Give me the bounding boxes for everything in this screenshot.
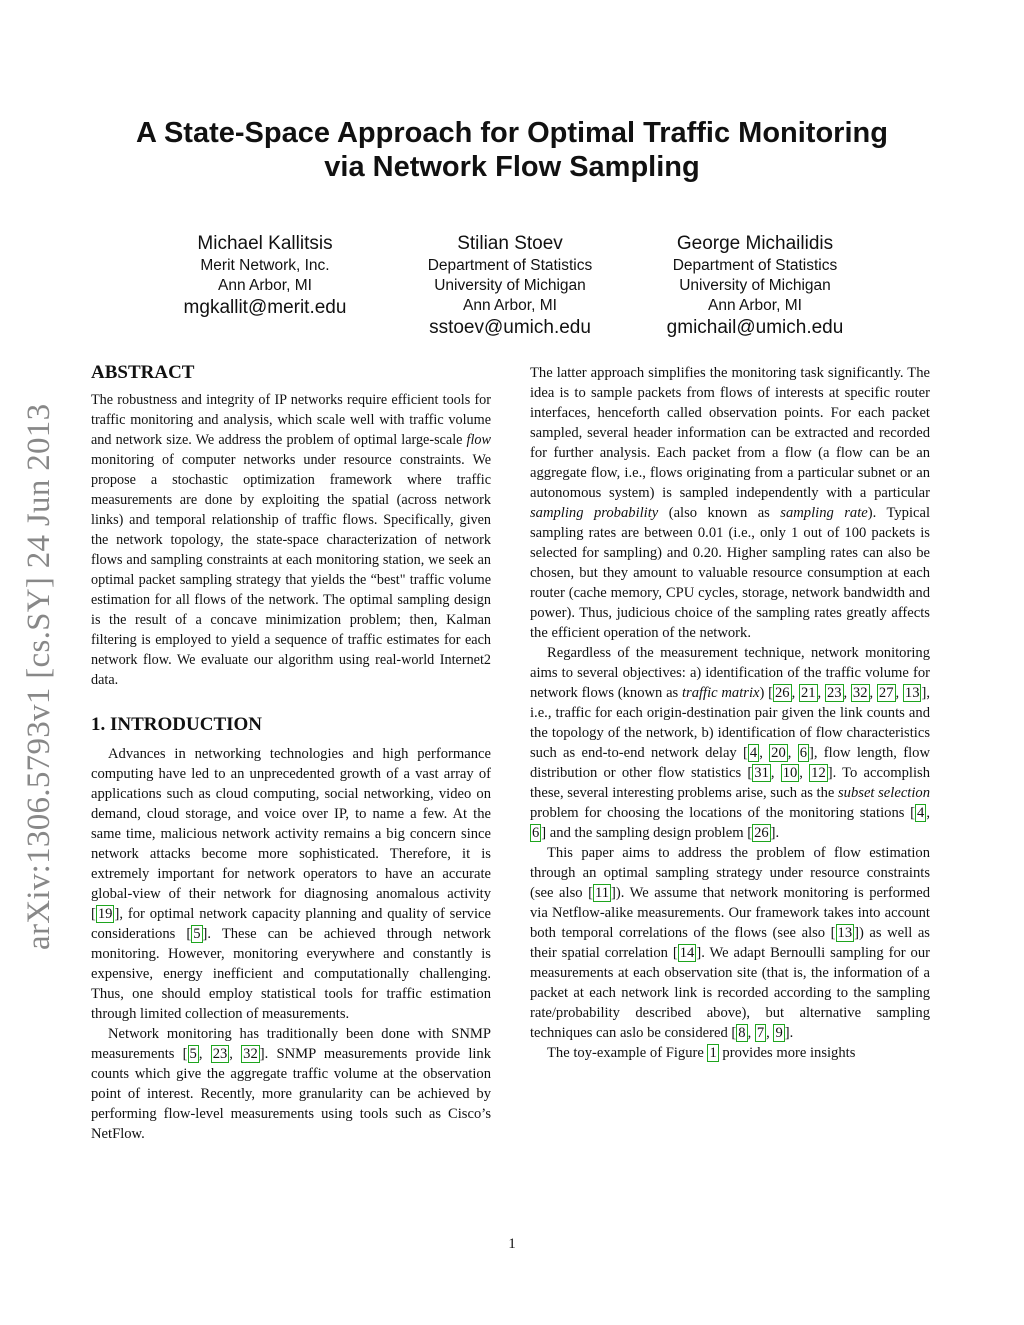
author-email: gmichail@umich.edu xyxy=(666,317,844,338)
author-block-3 xyxy=(625,232,885,340)
citation-link[interactable]: 4 xyxy=(917,805,925,821)
citation-link[interactable]: 19 xyxy=(97,906,113,922)
citation-link[interactable]: 26 xyxy=(754,825,769,841)
author-name: George Michailidis xyxy=(676,233,834,254)
citation-link[interactable]: 21 xyxy=(800,685,816,701)
citation-link[interactable]: 5 xyxy=(193,926,201,942)
citation-link[interactable]: 11 xyxy=(594,885,609,901)
intro-paragraph: Network monitoring has traditionally been done with SNMP measurements [ 5 , 23 , 32 ]. SNMP measurements provide link counts which give the aggregate traffic volume at the observation point of interest. Recently, more granularity can be achieved by performing flow-level measurements using tools such as Cisco’s NetFlow. xyxy=(91,1026,492,1142)
arxiv-stamp: arXiv:1306.5793v1 [cs.SY] 24 Jun 2013 xyxy=(21,403,57,950)
abstract-heading: ABSTRACT xyxy=(91,362,195,383)
body-paragraph: This paper aims to address the problem of flow estimation through an optimal sampling strategy under resource constraints (see also [ 11 ]). We assume that network monitoring is performed via Netflow-alike measurements. Our framework takes into account both temporal correlations of the flows (see also [ 13 ]) as well as their spatial correlation [ 14 ]. We adapt Bernoulli sampling for our measurements at each observation site (that is, the information of a packet at each network link is recorded according to the sampling rate/probability described above), but alternative sampling techniques can aslo be considered [ 8 , 7 , 9 ]. xyxy=(530,845,930,1041)
citation-link[interactable]: 10 xyxy=(782,765,798,781)
title-line-2: via Network Flow Sampling xyxy=(324,151,700,183)
citation-link[interactable]: 5 xyxy=(189,1046,197,1062)
author-affiliation: University of Michigan xyxy=(679,277,831,294)
author-affiliation: Ann Arbor, MI xyxy=(218,277,312,294)
author-email: mgkallit@merit.edu xyxy=(183,297,347,318)
citation-link[interactable]: 13 xyxy=(837,925,853,941)
body-paragraph: The toy-example of Figure 1 provides more insights xyxy=(547,1045,856,1061)
citation-link[interactable]: 31 xyxy=(754,765,769,781)
citation-link[interactable]: 9 xyxy=(775,1025,783,1041)
author-block-2 xyxy=(380,232,640,340)
citation-link[interactable]: 26 xyxy=(774,685,790,701)
citation-link[interactable]: 23 xyxy=(212,1046,228,1062)
intro-paragraph: Advances in networking technologies and high performance computing have led to an unprecedented growth of a vast array of applications such as cloud computing, social networking, video on demand, cloud storage, and voice over IP, to name a few. At the same time, malicious network activity remains a big concern since network attacks become more sophisticated. Therefore, it is extremely important for network operators to have an accurate global-view of their network for diagnosing anomalous activity [ 19 ], for optimal network capacity planning and quality of service considerations [ 5 ]. These can be achieved through network monitoring. However, monitoring everywhere and constantly is expensive, energy inefficient and computationally challenging. Thus, one should employ statistical tools for traffic estimation through limited collection of measurements. xyxy=(91,746,491,1022)
citation-link[interactable]: 6 xyxy=(532,825,540,841)
author-block-1 xyxy=(135,232,395,320)
author-affiliation: Department of Statistics xyxy=(672,257,838,274)
author-affiliation: Merit Network, Inc. xyxy=(200,257,330,274)
citation-link[interactable]: 20 xyxy=(771,745,786,761)
author-name: Stilian Stoev xyxy=(457,233,563,254)
introduction-heading: 1. INTRODUCTION xyxy=(91,714,263,735)
body-paragraph: The latter approach simplifies the monitoring task significantly. The idea is to sample packets from flows of interests at specific router interfaces, henceforth called observation points. For each packet sampled, several header information can be extracted and recorded for further analysis. Each packet from a flow (a flow can be an aggregate flow, i.e., flows originating from a particular subnet or an autonomous system) is sampled independently with a particular sampling probability (also known as sampling rate). Typical sampling rates are between 0.01 (i.e., only 1 out of 100 packets is selected for sampling) and 0.20. Higher sampling rates can also be chosen, but they amount to valuable resource consumption at each router (cache memory, CPU cycles, storage, network bandwidth and power). Thus, judicious choice of the sampling rates greatly affects the efficient operation of the network. xyxy=(530,365,931,641)
citation-link[interactable]: 27 xyxy=(878,685,894,701)
title-line-1: A State-Space Approach for Optimal Traffic Monitoring xyxy=(136,117,888,149)
citation-link[interactable]: 8 xyxy=(738,1025,746,1041)
abstract-text: The robustness and integrity of IP networks require efficient tools for traffic monitoring and analysis, which scale well with traffic volume and network size. We address the problem of optimal large-scale flow monitoring of computer networks under resource constraints. We propose a stochastic optimization framework where traffic measurements are done by exploiting the spatial (across network links) and temporal relationship of traffic flows. Specifically, given the network topology, the state-space characterization of network flows and sampling constraints at each monitoring station, we seek an optimal packet sampling strategy that yields the “best" traffic volume estimation for all flows of the network. The optimal sampling design is the result of a concave minimization problem; then, Kalman filtering is employed to yield a sequence of traffic estimates for each network flow. We evaluate our algorithm using real-world Internet2 data. xyxy=(91,392,491,688)
author-affiliation: University of Michigan xyxy=(434,277,586,294)
citation-link[interactable]: 13 xyxy=(904,685,920,701)
page-number: 1 xyxy=(508,1236,516,1252)
left-column xyxy=(91,360,491,1144)
citation-link[interactable]: 14 xyxy=(679,945,695,961)
citation-link[interactable]: 7 xyxy=(756,1025,765,1041)
citation-link[interactable]: 32 xyxy=(852,685,868,701)
citation-link[interactable]: 32 xyxy=(243,1046,258,1062)
author-name: Michael Kallitsis xyxy=(197,233,333,254)
author-email: sstoev@umich.edu xyxy=(429,317,591,338)
figure-link[interactable]: 1 xyxy=(709,1045,717,1061)
paper-title xyxy=(60,116,964,184)
body-paragraph: Regardless of the measurement technique, network monitoring aims to several objectives: a) identification of the traffic volume for network flows (known as traffic matrix) [ 26 , 21 , 23 , 32 , 27 , 13 ], i.e., traffic for each origin-destination pair given the link counts and the topology of the network, b) identification of flow characteristics such as end-to-end network delay [ 4 , 20 , 6 ], flow length, flow distribution or other flow statistics [ 31 , 10 , 12 ]. To accomplish these, several interesting problems arise, such as the subset selection problem for choosing the locations of the monitoring stations [ 4 , 6 ] and the sampling design problem [ 26 ]. xyxy=(530,645,931,841)
citation-link[interactable]: 12 xyxy=(811,765,826,781)
citation-link[interactable]: 6 xyxy=(799,745,807,761)
right-column xyxy=(530,363,930,1063)
author-affiliation: Ann Arbor, MI xyxy=(463,297,557,314)
citation-link[interactable]: 23 xyxy=(826,685,842,701)
citation-link[interactable]: 4 xyxy=(749,745,758,761)
author-affiliation: Ann Arbor, MI xyxy=(708,297,802,314)
author-affiliation: Department of Statistics xyxy=(427,257,593,274)
